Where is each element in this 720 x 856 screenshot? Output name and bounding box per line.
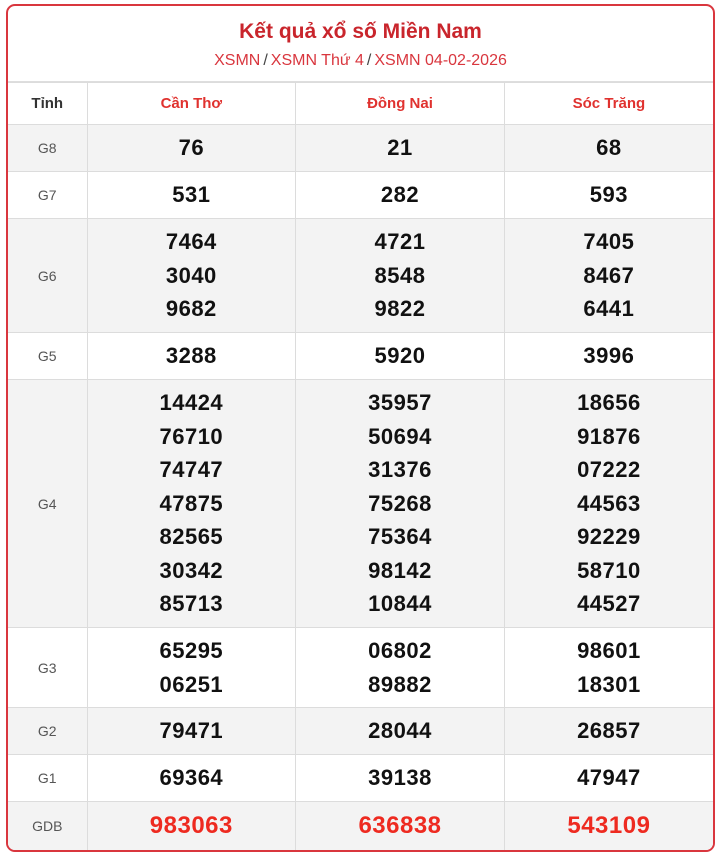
lottery-number: 4721	[374, 229, 426, 255]
table-row	[8, 219, 713, 333]
prize-label: GDB	[8, 802, 87, 851]
lottery-number: 65295	[159, 638, 224, 663]
lottery-number: 7464	[165, 229, 217, 255]
prize-cell	[87, 125, 296, 172]
lottery-number: 69364	[159, 765, 224, 791]
province-header[interactable]: Đồng Nai	[296, 83, 505, 125]
lottery-number: 06802	[368, 638, 432, 663]
lottery-number: 75268	[368, 490, 432, 516]
prize-cell	[87, 172, 296, 219]
lottery-number: 8548	[374, 262, 426, 288]
lottery-number: 91876	[577, 423, 641, 449]
lottery-number: 68	[596, 135, 622, 161]
lottery-number: 3996	[583, 343, 635, 369]
lottery-number: 31376	[368, 457, 432, 483]
lottery-number: 58710	[577, 557, 641, 583]
prize-cell	[504, 125, 713, 172]
prize-cell	[504, 708, 713, 755]
lottery-number: 5920	[374, 343, 426, 369]
results-body	[8, 125, 713, 851]
prize-cell	[504, 172, 713, 219]
lottery-number: 44527	[577, 591, 641, 617]
prize-cell	[504, 755, 713, 802]
lottery-number: 76	[178, 135, 205, 161]
prize-cell	[504, 628, 713, 708]
prize-cell	[296, 219, 505, 333]
breadcrumb-xsmn-date[interactable]: XSMN 04-02-2026	[374, 52, 507, 69]
prize-cell	[87, 219, 296, 333]
breadcrumb-xsmn[interactable]: XSMN	[214, 52, 261, 69]
breadcrumb-xsmn-thu-4[interactable]: XSMN Thứ 4	[270, 52, 364, 69]
lottery-number: 06251	[159, 671, 224, 697]
prize-label: G1	[8, 755, 87, 802]
table-row	[8, 380, 713, 628]
prize-label: G5	[8, 333, 87, 380]
breadcrumb-separator: /	[366, 52, 372, 69]
lottery-number: 50694	[368, 423, 432, 449]
province-header[interactable]: Cần Thơ	[87, 83, 296, 125]
lottery-number: 3040	[165, 262, 217, 288]
lottery-number: 7405	[583, 229, 635, 255]
lottery-number: 07222	[577, 457, 641, 483]
prize-label: G3	[8, 628, 87, 708]
lottery-number: 44563	[577, 490, 641, 516]
special-prize-cell	[504, 802, 713, 851]
table-row	[8, 172, 713, 219]
prize-cell	[296, 380, 505, 628]
lottery-number: 14424	[159, 390, 224, 416]
table-header-row	[8, 83, 713, 125]
lottery-number: 6441	[583, 296, 635, 322]
breadcrumb	[8, 51, 713, 71]
prize-cell	[296, 708, 505, 755]
lottery-number: 636838	[358, 812, 442, 840]
lottery-number: 30342	[159, 557, 224, 583]
table-row	[8, 708, 713, 755]
table-row	[8, 125, 713, 172]
lottery-number: 98601	[577, 638, 641, 663]
lottery-number: 9682	[165, 296, 217, 322]
lottery-number: 543109	[567, 812, 651, 840]
prize-cell	[296, 628, 505, 708]
prize-cell	[87, 628, 296, 708]
results-card	[6, 4, 715, 852]
prize-cell	[87, 755, 296, 802]
lottery-number: 28044	[368, 718, 432, 744]
lottery-number: 82565	[159, 524, 224, 550]
lottery-number: 18656	[577, 390, 641, 416]
prize-cell	[296, 172, 505, 219]
table-row	[8, 755, 713, 802]
lottery-number: 75364	[368, 524, 432, 550]
lottery-number: 85713	[159, 591, 224, 617]
lottery-number: 593	[589, 182, 629, 208]
lottery-number: 3288	[165, 343, 217, 369]
prize-cell	[504, 219, 713, 333]
page-title: Kết quả xổ số Miền Nam	[239, 20, 482, 43]
lottery-number: 92229	[577, 524, 641, 550]
results-header	[8, 6, 713, 82]
results-table	[8, 82, 713, 851]
prize-cell	[504, 333, 713, 380]
special-prize-cell	[296, 802, 505, 851]
table-row	[8, 333, 713, 380]
lottery-number: 39138	[368, 765, 432, 791]
prize-cell	[504, 380, 713, 628]
lottery-number: 8467	[583, 262, 635, 288]
lottery-number: 35957	[368, 390, 432, 416]
lottery-number: 98142	[368, 557, 432, 583]
lottery-number: 79471	[159, 718, 224, 744]
table-row	[8, 802, 713, 851]
lottery-number: 282	[380, 182, 420, 208]
lottery-number: 47875	[159, 490, 224, 516]
prize-label: G8	[8, 125, 87, 172]
lottery-number: 89882	[368, 671, 432, 697]
special-prize-cell	[87, 802, 296, 851]
prize-cell	[296, 333, 505, 380]
lottery-number: 10844	[368, 591, 432, 617]
prize-label: G4	[8, 380, 87, 628]
lottery-number: 74747	[159, 457, 224, 483]
province-column-header: Tỉnh	[8, 83, 87, 125]
lottery-number: 983063	[149, 812, 233, 840]
table-row	[8, 628, 713, 708]
breadcrumb-separator: /	[263, 52, 268, 69]
prize-cell	[87, 708, 296, 755]
lottery-number: 531	[172, 182, 211, 208]
lottery-number: 76710	[159, 423, 224, 449]
lottery-number: 18301	[577, 671, 641, 697]
province-header[interactable]: Sóc Trăng	[504, 83, 713, 125]
prize-label: G2	[8, 708, 87, 755]
lottery-number: 26857	[577, 718, 641, 744]
prize-label: G6	[8, 219, 87, 333]
prize-cell	[87, 380, 296, 628]
prize-label: G7	[8, 172, 87, 219]
prize-cell	[296, 125, 505, 172]
lottery-number: 9822	[374, 296, 426, 322]
prize-cell	[87, 333, 296, 380]
lottery-number: 21	[387, 135, 413, 161]
prize-cell	[296, 755, 505, 802]
lottery-number: 47947	[577, 765, 641, 791]
